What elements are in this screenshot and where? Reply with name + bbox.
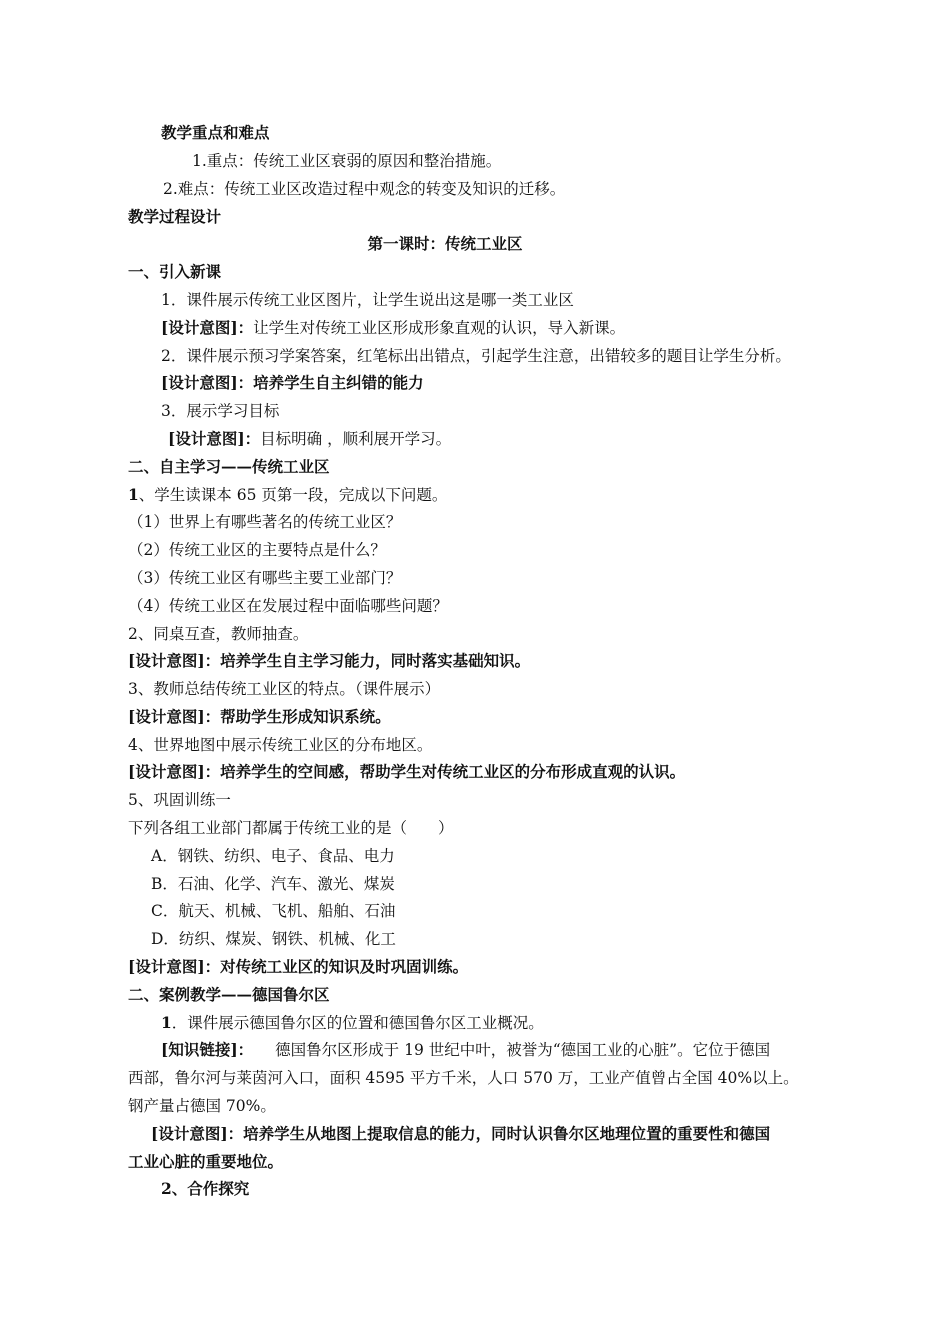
question-3: （3）传统工业区有哪些主要工业部门？ — [128, 569, 402, 587]
section-3-intent-1-line-2: 工业心脏的重要地位。 — [128, 1152, 284, 1171]
section-2-heading: 二、自主学习——传统工业区 — [128, 457, 330, 476]
option-a: A．钢铁、纺织、电子、食品、电力 — [151, 847, 395, 865]
option-c: C．航天、机械、飞机、船舶、石油 — [151, 902, 396, 920]
section-2-intent-3: [设计意图]：帮助学生形成知识系统。 — [128, 707, 391, 726]
intent-label: [设计意图]： — [168, 429, 261, 448]
question-2: （2）传统工业区的主要特点是什么？ — [128, 541, 386, 559]
section-2-intent-5: [设计意图]：对传统工业区的知识及时巩固训练。 — [128, 957, 469, 976]
intent-text: 目标明确 ，顺利展开学习。 — [260, 430, 452, 448]
option-b: B．石油、化学、汽车、激光、煤炭 — [151, 875, 395, 893]
heading-focus: 教学重点和难点 — [161, 123, 270, 142]
item-number: 1 — [161, 1013, 172, 1032]
question-1: （1）世界上有哪些著名的传统工业区？ — [128, 513, 402, 531]
section-2-item-3: 3、教师总结传统工业区的特点。（课件展示） — [128, 680, 441, 698]
section-2-item-5: 5、巩固训练一 — [128, 791, 231, 809]
section-3-item-2: 2、合作探究 — [161, 1179, 250, 1198]
section-3-heading: 二、案例教学——德国鲁尔区 — [128, 985, 330, 1004]
lesson-title: 第一课时：传统工业区 — [367, 234, 523, 253]
section-1-heading: 一、引入新课 — [128, 262, 222, 281]
item-text: 、学生读课本 65 页第一段，完成以下问题。 — [138, 486, 448, 504]
question-4: （4）传统工业区在发展过程中面临哪些问题？ — [128, 597, 448, 615]
section-2-intent-2: [设计意图]：培养学生自主学习能力，同时落实基础知识。 — [128, 651, 531, 670]
section-2-item-1 — [128, 485, 447, 505]
exercise-question: 下列各组工业部门都属于传统工业的是（ ） — [128, 819, 454, 837]
section-1-item-3: 3．展示学习目标 — [161, 402, 280, 420]
intent-text: 让学生对传统工业区形成形象直观的认识，导入新课。 — [253, 319, 626, 337]
item-text: ．课件展示德国鲁尔区的位置和德国鲁尔区工业概况。 — [171, 1014, 544, 1032]
section-2-item-2: 2、同桌互查，教师抽查。 — [128, 625, 309, 643]
section-1-item-1: 1．课件展示传统工业区图片，让学生说出这是哪一类工业区 — [161, 291, 574, 309]
section-3-item-1 — [161, 1013, 544, 1033]
section-3-intent-1-line-1: [设计意图]：培养学生从地图上提取信息的能力，同时认识鲁尔区地理位置的重要性和德国 — [151, 1124, 771, 1143]
knowledge-label: [知识链接]： — [161, 1040, 254, 1059]
section-1-intent-1 — [161, 318, 625, 338]
section-2-item-4: 4、世界地图中展示传统工业区的分布地区。 — [128, 736, 433, 754]
section-1-item-2: 2．课件展示预习学案答案，红笔标出出错点，引起学生注意，出错较多的题目让学生分析。 — [161, 347, 791, 365]
knowledge-link-line-2: 西部，鲁尔河与莱茵河入口，面积 4595 平方千米，人口 570 万，工业产值曾占全国 40%以上。 — [128, 1069, 799, 1087]
section-1-intent-3 — [168, 429, 451, 449]
knowledge-link-line-1 — [161, 1040, 770, 1060]
knowledge-text: 德国鲁尔区形成于 19 世纪中叶，被誉为“德国工业的心脏”。它位于德国 — [275, 1041, 771, 1059]
heading-process: 教学过程设计 — [128, 207, 222, 226]
section-2-intent-4: [设计意图]：培养学生的空间感，帮助学生对传统工业区的分布形成直观的认识。 — [128, 762, 686, 781]
focus-item-2: 2.难点：传统工业区改造过程中观念的转变及知识的迁移。 — [163, 180, 566, 198]
knowledge-link-line-3: 钢产量占德国 70%。 — [128, 1097, 276, 1115]
focus-item-1: 1.重点：传统工业区衰弱的原因和整治措施。 — [192, 152, 502, 170]
section-1-intent-2: [设计意图]：培养学生自主纠错的能力 — [161, 373, 424, 392]
intent-label: [设计意图]： — [161, 318, 254, 337]
option-d: D．纺织、煤炭、钢铁、机械、化工 — [151, 930, 396, 948]
item-number: 1 — [128, 485, 139, 504]
